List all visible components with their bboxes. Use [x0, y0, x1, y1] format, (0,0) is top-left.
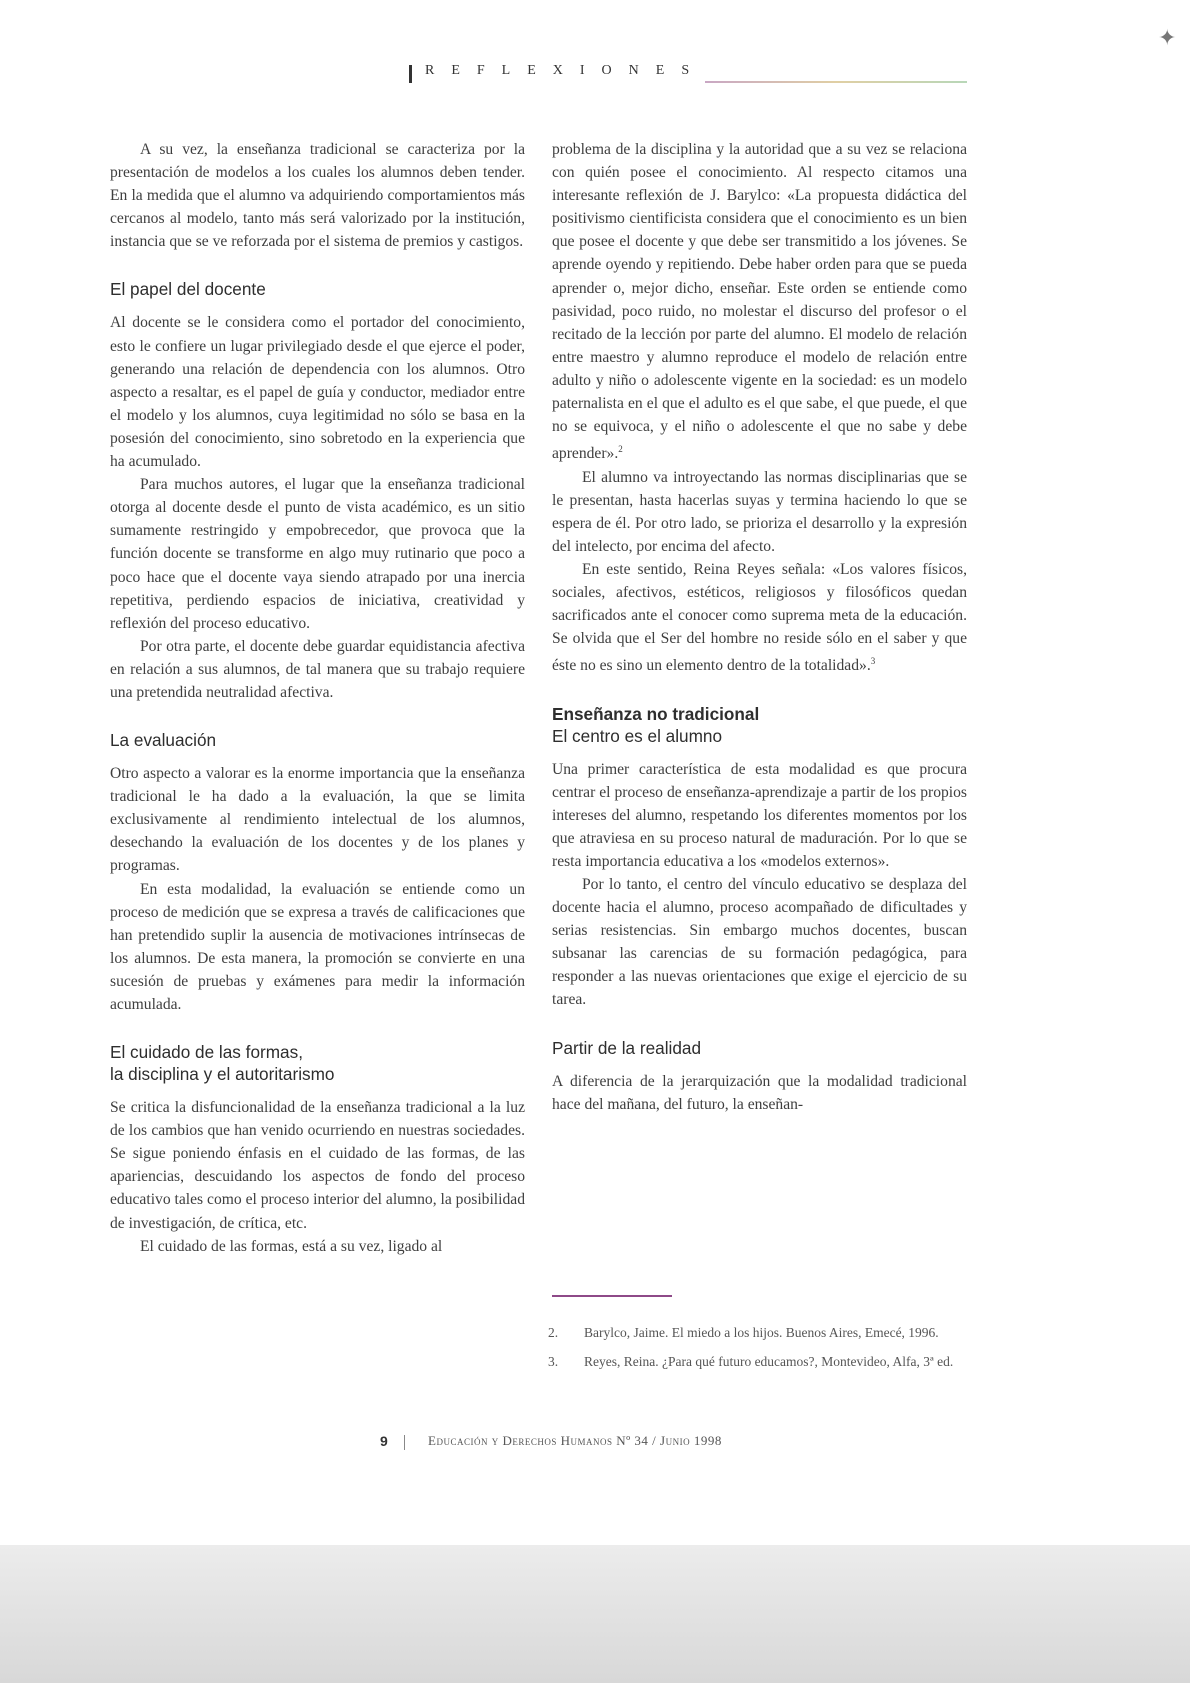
- footer-separator: [404, 1435, 405, 1450]
- paragraph: Se critica la disfuncionalidad de la enseñanza tradicional a la luz de los cambios que han venido ocurriendo en nuestras sociedades. Se sigue poniendo énfasis en el cuidado de las formas, de las apariencias, descuidando los aspectos de fondo del proceso educativo tales como el proceso interior del alumno, la posibilidad de investigación, de crítica, etc.: [110, 1099, 525, 1232]
- scan-background: [0, 1545, 1190, 1683]
- paragraph: Una primer característica de esta modalidad es que procura centrar el proceso de enseñanza-aprendizaje a partir de los propios intereses del alumno, respetando los diferentes momentos por los que atraviesa en su proceso natural de maduración. Por lo que se resta importancia educativa a los «modelos externos».: [552, 760, 967, 870]
- paragraph: Para muchos autores, el lugar que la enseñanza tradicional otorga al docente desde el punto de vista académico, es un sitio sumamente restringido y empobrecedor, que provoca que la función docente se transforme en algo muy rutinario que poco a poco hace que el docente vaya siendo atrapado por una inercia repetitiva, perdiendo espacios de iniciativa, creatividad y reflexión del proceso educativo.: [110, 476, 525, 632]
- paragraph: A su vez, la enseñanza tradicional se caracteriza por la presentación de modelos a los cuales los alumnos deben tender. En la medida que el alumno va adquiriendo comportamientos más cercanos al modelo, tanto más será valorizado por la institución, instancia que se ve reforzada por el sistema de premios y castigos.: [110, 141, 525, 251]
- paragraph: [552, 558, 967, 678]
- paragraph: Por lo tanto, el centro del vínculo educativo se desplaza del docente hacia el alumno, proceso acompañado de dificultades y serias resistencias. Sin embargo muchos docentes, buscan subsanar las carencias de su formación pedagógica, para responder a las nuevas orientaciones que exige el ejercicio de su tarea.: [552, 876, 967, 1009]
- paragraph: Otro aspecto a valorar es la enorme importancia que la enseñanza tradicional le ha dado a la evaluación, la que se limita exclusivamente al rendimiento intelectual de los alumnos, desechando la evaluación de los docentes y de los planes y programas.: [110, 765, 525, 875]
- footnote-rule: [552, 1295, 672, 1297]
- paragraph: Al docente se le considera como el portador del conocimiento, esto le confiere un lugar privilegiado desde el que ejerce el poder, generando una relación de dependencia con los alumnos. Otro aspecto a resaltar, es el papel de guía y conductor, mediador entre el modelo y los alumnos, cuya legitimidad no sólo se basa en la posesión del conocimiento, sino sobretodo en la experiencia que ha acumulado.: [110, 314, 525, 471]
- footnote-ref: 3: [870, 656, 876, 667]
- paragraph-text: problema de la disciplina y la autoridad que a su vez se relaciona con quién posee el conocimiento. Al respecto citamos una interesante reflexión de J. Barylco: «La propuesta didáctica del positivismo cientificista considera que el conocimiento es un bien que posee el docente y que debe ser transmitido a los jóvenes. Se aprende oyendo y repitiendo. Debe haber orden para que se pueda aprender o, mejor dicho, enseñar. Este orden se entiende como pasividad, poco ruido, no molestar el discurso del profesor o el recitado de la lección por parte del alumno. El modelo de relación entre maestro y alumno reproduce el modelo de relación entre adulto y niño o adolescente vigente en la sociedad: es un modelo paternalista en el que el adulto es el que sabe, el que puede, el que no se equivoca, y el niño o adolescente el que no sabe y debe aprender».: [552, 141, 967, 463]
- footnotes: [548, 1323, 968, 1381]
- footnote-number: 2.: [548, 1325, 559, 1340]
- section-heading: Partir de la realidad: [552, 1037, 702, 1058]
- section-heading: El cuidado de las formas,: [110, 1042, 303, 1063]
- footnote-number: 3.: [548, 1354, 559, 1369]
- left-column: [110, 138, 525, 1258]
- publication-info: Educación y Derechos Humanos Nº 34 / Junio 1998: [428, 1433, 722, 1448]
- paragraph-text: En este sentido, Reina Reyes señala: «Los valores físicos, sociales, afectivos, estéticos, religiosos y filosóficos quedan sacrificados ante el conocer como suprema meta de la educación. Se olvida que el Ser del hombre no reside sólo en el saber y que éste no es sino un elemento dentro de la totalidad».: [552, 560, 967, 675]
- paragraph: Por otra parte, el docente debe guardar equidistancia afectiva en relación a sus alumnos, de tal manera que su trabajo requiere una pretendida neutralidad afectiva.: [110, 637, 525, 701]
- section-title: REFLEXIONES: [425, 63, 707, 78]
- running-header: [405, 63, 970, 85]
- section-subheading: El centro es el alumno: [552, 725, 723, 746]
- right-column: [552, 138, 967, 1116]
- section-heading-line-2: la disciplina y el autoritarismo: [110, 1064, 335, 1085]
- paragraph: El alumno va introyectando las normas disciplinarias que se le presentan, hasta hacerlas suyas y termina haciendo lo que se espera de él. Por otro lado, se prioriza el desarrollo y la expresión del intelecto, por encima del afecto.: [552, 468, 967, 555]
- footnote: [548, 1352, 968, 1371]
- paragraph: En esta modalidad, la evaluación se entiende como un proceso de medición que se expresa a través de calificaciones que han pretendido suplir la ausencia de motivaciones intrínsecas de los alumnos. De esta manera, la promoción se convierte en una sucesión de pruebas y exámenes para medir la información acumulada.: [110, 880, 525, 1013]
- paragraph: A diferencia de la jerarquización que la modalidad tradicional hace del mañana, del futuro, la enseñan-: [552, 1072, 967, 1113]
- header-bar: [409, 65, 412, 83]
- paragraph: [552, 138, 967, 466]
- corner-mark: ✦: [1158, 26, 1177, 51]
- page-number: 9: [380, 1433, 388, 1449]
- header-rule: [705, 81, 967, 83]
- paragraph: El cuidado de las formas, está a su vez, ligado al: [140, 1237, 443, 1255]
- footnote: [548, 1323, 968, 1342]
- footnote-text: Reyes, Reina. ¿Para qué futuro educamos?, Montevideo, Alfa, 3ª ed.: [584, 1354, 954, 1369]
- footnote-text: Barylco, Jaime. El miedo a los hijos. Buenos Aires, Emecé, 1996.: [584, 1325, 939, 1340]
- footnote-ref: 2: [618, 444, 623, 455]
- page-footer: [380, 1433, 880, 1455]
- section-heading: Enseñanza no tradicional: [552, 703, 760, 724]
- section-heading: La evaluación: [110, 730, 217, 751]
- section-heading: El papel del docente: [110, 279, 266, 300]
